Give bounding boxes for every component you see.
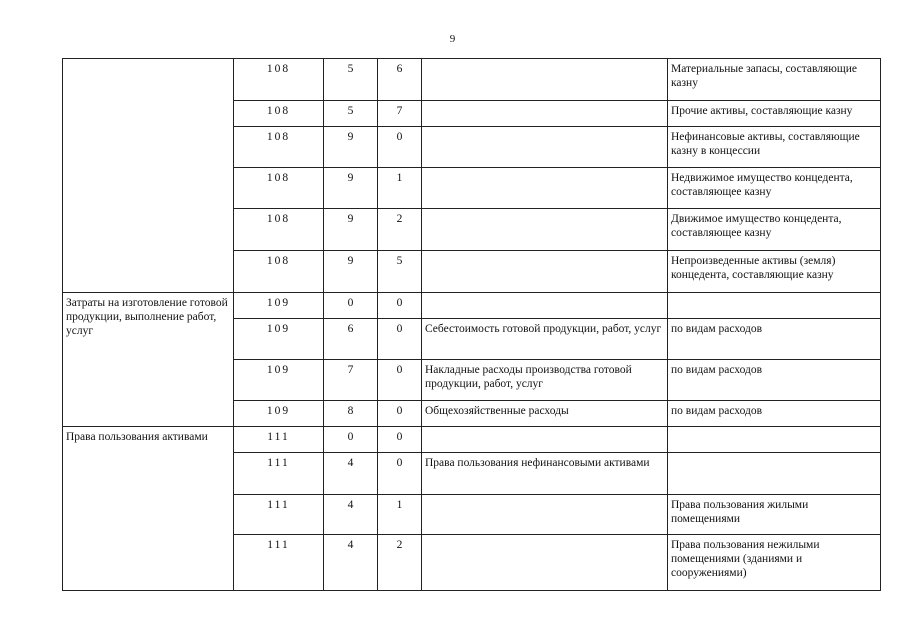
note-cell: Нефинансовые активы, составляющие казну в концессии — [668, 127, 881, 168]
note-cell: по видам расходов — [668, 401, 881, 427]
account-code-cell: 108 — [234, 101, 324, 127]
account-code-cell: 108 — [234, 168, 324, 209]
type-code-cell: 0 — [378, 360, 422, 401]
note-cell: по видам расходов — [668, 319, 881, 360]
account-name-cell: Накладные расходы производства готовой продукции, работ, услуг — [422, 360, 668, 401]
type-code-cell: 0 — [378, 453, 422, 495]
type-code-cell: 2 — [378, 535, 422, 591]
account-name-cell — [422, 127, 668, 168]
table-row — [63, 59, 881, 101]
group-code-cell: 4 — [324, 495, 378, 535]
account-code-cell: 109 — [234, 401, 324, 427]
group-code-cell: 9 — [324, 168, 378, 209]
group-code-cell: 5 — [324, 101, 378, 127]
type-code-cell: 1 — [378, 495, 422, 535]
account-name-cell: Права пользования нефинансовыми активами — [422, 453, 668, 495]
account-code-cell: 108 — [234, 209, 324, 251]
account-name-cell — [422, 293, 668, 319]
note-cell: Прочие активы, составляющие казну — [668, 101, 881, 127]
note-cell — [668, 427, 881, 453]
account-code-cell: 108 — [234, 251, 324, 293]
note-cell: Недвижимое имущество концедента, составляющее казну — [668, 168, 881, 209]
group-cell — [63, 59, 234, 293]
account-code-cell: 108 — [234, 59, 324, 101]
note-cell: Непроизведенные активы (земля) концедента, составляющие казну — [668, 251, 881, 293]
account-code-cell: 111 — [234, 427, 324, 453]
note-cell: Права пользования жилыми помещениями — [668, 495, 881, 535]
group-code-cell: 9 — [324, 251, 378, 293]
account-code-cell: 111 — [234, 495, 324, 535]
accounts-table — [62, 58, 881, 591]
group-cell: Права пользования активами — [63, 427, 234, 591]
account-code-cell: 109 — [234, 293, 324, 319]
group-code-cell: 7 — [324, 360, 378, 401]
account-name-cell: Себестоимость готовой продукции, работ, услуг — [422, 319, 668, 360]
note-cell: Материальные запасы, составляющие казну — [668, 59, 881, 101]
group-code-cell: 5 — [324, 59, 378, 101]
note-cell: Права пользования нежилыми помещениями (зданиями и сооружениями) — [668, 535, 881, 591]
group-cell: Затраты на изготовление готовой продукции, выполнение работ, услуг — [63, 293, 234, 427]
type-code-cell: 6 — [378, 59, 422, 101]
page-number: 9 — [449, 33, 456, 45]
type-code-cell: 7 — [378, 101, 422, 127]
type-code-cell: 2 — [378, 209, 422, 251]
type-code-cell: 0 — [378, 401, 422, 427]
account-name-cell — [422, 535, 668, 591]
type-code-cell: 1 — [378, 168, 422, 209]
account-code-cell: 109 — [234, 319, 324, 360]
type-code-cell: 0 — [378, 127, 422, 168]
account-code-cell: 109 — [234, 360, 324, 401]
table-row — [63, 427, 881, 453]
account-name-cell — [422, 495, 668, 535]
account-code-cell: 111 — [234, 453, 324, 495]
type-code-cell: 0 — [378, 319, 422, 360]
type-code-cell: 0 — [378, 427, 422, 453]
account-name-cell: Общехозяйственные расходы — [422, 401, 668, 427]
type-code-cell: 0 — [378, 293, 422, 319]
group-code-cell: 4 — [324, 453, 378, 495]
account-code-cell: 108 — [234, 127, 324, 168]
group-code-cell: 9 — [324, 209, 378, 251]
table-row — [63, 293, 881, 319]
group-code-cell: 0 — [324, 293, 378, 319]
note-cell: Движимое имущество концедента, составляющее казну — [668, 209, 881, 251]
account-name-cell — [422, 251, 668, 293]
account-name-cell — [422, 209, 668, 251]
group-code-cell: 8 — [324, 401, 378, 427]
note-cell — [668, 293, 881, 319]
type-code-cell: 5 — [378, 251, 422, 293]
group-code-cell: 0 — [324, 427, 378, 453]
group-code-cell: 9 — [324, 127, 378, 168]
account-name-cell — [422, 59, 668, 101]
note-cell — [668, 453, 881, 495]
group-code-cell: 4 — [324, 535, 378, 591]
group-code-cell: 6 — [324, 319, 378, 360]
note-cell: по видам расходов — [668, 360, 881, 401]
account-name-cell — [422, 427, 668, 453]
account-code-cell: 111 — [234, 535, 324, 591]
account-name-cell — [422, 101, 668, 127]
account-name-cell — [422, 168, 668, 209]
